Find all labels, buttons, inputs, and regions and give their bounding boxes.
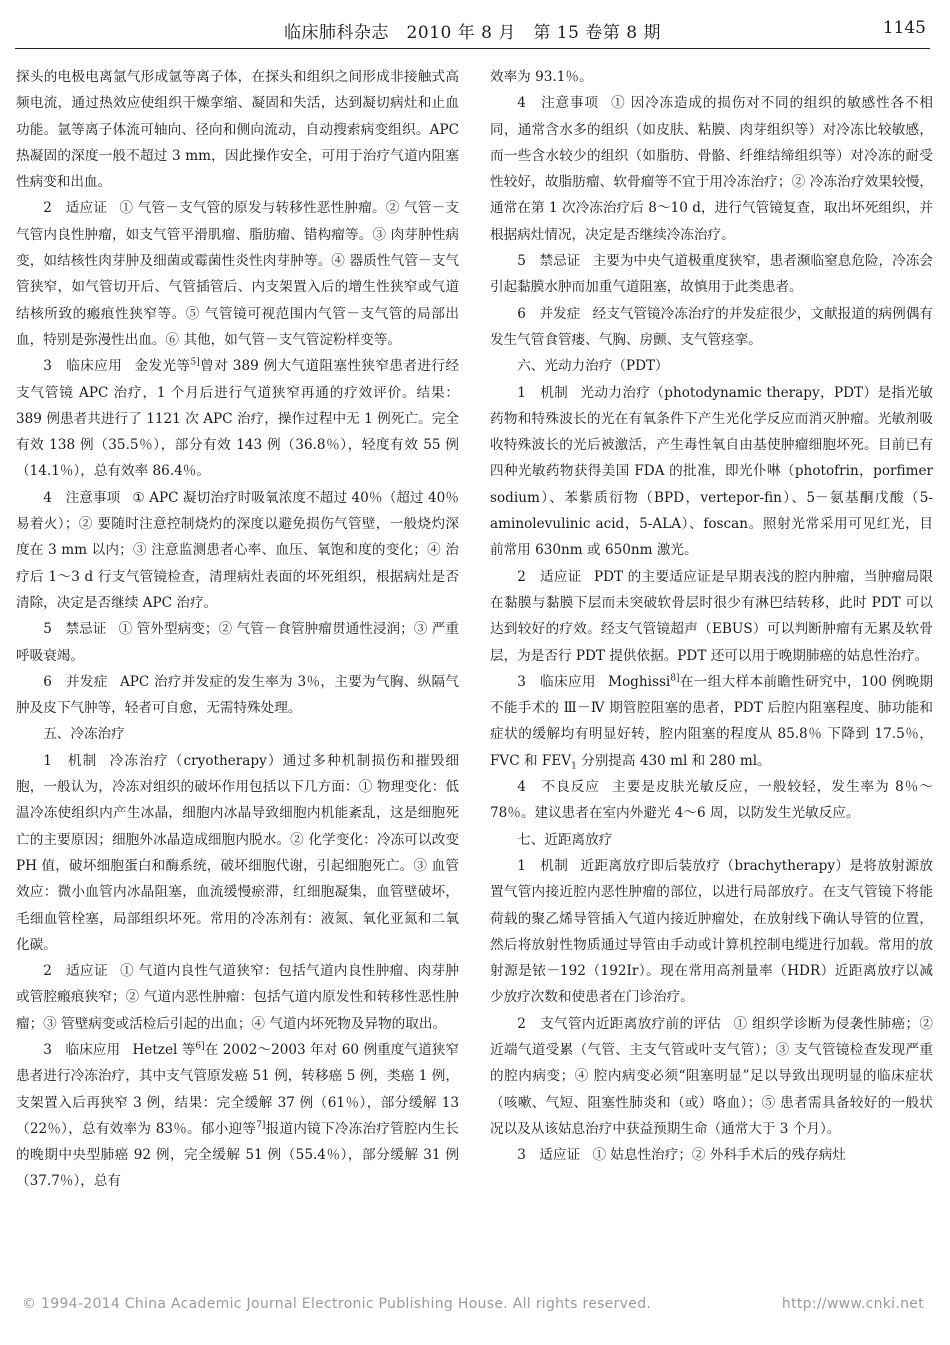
paragraph: 4 注意事项 ① 因冷冻造成的损伤对不同的组织的敏感性各不相同，通常含水多的组织（如皮肤、粘膜、肉芽组织等）对冷冻比较敏感，而一些含水较少的组织（如脂肪、骨骼、纤维结缔组织等）对冷冻的耐受性较好，故脂肪瘤、软骨瘤等不宜于用冷冻治疗；② 冷冻治疗效果较慢，通常在第 1 次冷冻治疗后 8～10 d，进行气管镜复查，取出坏死组织，并根据病灶情况，决定是否继续冷冻治疗。 (490, 95, 933, 243)
paragraph: 6 并发症 经支气管镜冷冻治疗的并发症很少，文献报道的病例偶有发生气管食管瘘、气胸、房颤、支气管痉挛。 (490, 305, 934, 348)
subsection-label: 2 适应证 (43, 200, 108, 217)
citation-ref: 6] (195, 1041, 205, 1052)
subsection-label: 3 临床应用 (517, 673, 596, 690)
paragraph: 3 临床应用 Moghissi$^{8]}$在一组大样本前瞻性研究中，100 例晚期不能手术的 Ⅲ－Ⅳ 期管腔阻塞的患者，PDT 后腔内阻塞程度、肺功能和症状的缓解均有明显好转，腔内阻塞的程度从 85.8％ 下降到 17.5％，FVC 和 $FEV_1$ 分别提高 430 ml 和 280 ml。 (490, 673, 933, 772)
subsection-label: 3 临床应用 (43, 1041, 121, 1058)
journal-title: 临床肺科杂志 2010 年 8 月 第 15 卷第 8 期 (284, 23, 661, 43)
subsection-label: 1 机制 (43, 752, 98, 769)
paragraph: 4 注意事项 ① APC 凝切治疗时吸氧浓度不超过 40％（超过 40％ 易着火）；② 要随时注意控制烧灼的深度以避免损伤气管壁，一般烧灼深度在 3 mm 以内；③ 注意监测患者心率、血压、氧饱和度的变化；④ 治疗后 1～3 d 行支气管镜检查，清理病灶表面的坏死组织，根据病灶是否清除，决定是否继续 APC 治疗。 (16, 489, 459, 611)
citation-ref: 7] (256, 1120, 266, 1131)
subsection-label: 3 临床应用 (43, 358, 123, 375)
subsection-label: 5 禁忌证 (517, 253, 581, 270)
citation-ref: 8] (670, 673, 680, 684)
paragraph: 2 适应证 PDT 的主要适应证是早期表浅的腔内肿瘤，当肿瘤局限在黏膜与黏膜下层而未突破软骨层时很少有淋巴结转移，此时 PDT 可以达到较好的疗效。经支气管镜超声（EBUS）可以判断肿瘤有无累及软骨层，为是否行 PDT 提供依据。PDT 还可以用于晚期肺癌的姑息性治疗。 (490, 568, 933, 664)
subsection-label: 2 适应证 (43, 963, 108, 980)
paragraph: 4 不良反应 主要是皮肤光敏反应，一般较轻，发生率为 8％～78％。建议患者在室内外避光 4～6 周，以防发生光敏反应。 (490, 779, 933, 822)
copyright-watermark (22, 1296, 932, 1312)
paragraph: 1 机制 光动力治疗（photodynamic therapy，PDT）是指光敏药物和特殊波长的光在有氧条件下产生光化学反应而消灭肿瘤。光敏剂吸收特殊波长的光后被激活，产生毒性氧自由基使肿瘤细胞坏死。目前已有四种光敏药物获得美国 FDA 的批准，即光仆啉（photofrin，porfimer sodium）、苯紫质衍物（BPD，vertepor-fin）、5－氨基酮戊酸（5-aminolevulinic acid，5-ALA）、foscan。照射光常采用可见红光，目前常用 630nm 或 650nm 激光。 (490, 384, 933, 559)
copyright-text: © 1994-2014 China Academic Journal Electronic Publishing House. All rights reserved. (22, 1296, 652, 1312)
subsection-label: 5 禁忌证 (43, 621, 107, 638)
section-heading: 七、近距离放疗 (517, 831, 613, 848)
paragraph: 3 适应证 ① 姑息性治疗；② 外科手术后的残存病灶 (517, 1147, 846, 1164)
page-number: 1145 (882, 18, 926, 38)
subsection-label: 2 支气管内近距离放疗前的评估 (517, 1015, 722, 1032)
paragraph: 6 并发症 APC 治疗并发症的发生率为 3％，主要为气胸、纵隔气肿及皮下气肿等，轻者可自愈，无需特殊处理。 (16, 673, 459, 717)
subsection-label: 6 并发症 (517, 305, 581, 322)
subsection-label: 4 不良反应 (517, 779, 600, 796)
left-column (16, 64, 459, 1195)
paragraph: 效率为 93.1％。 (490, 69, 593, 85)
section-heading: 五、冷冻治疗 (43, 726, 125, 743)
subsection-label: 2 适应证 (517, 568, 582, 585)
paragraph: 1 机制 近距离放疗即后装放疗（brachytherapy）是将放射源放置气管内接近腔内恶性肿瘤的部位，以进行局部放疗。在支气管镜下将能荷载的聚乙烯导管插入气道内接近肿瘤处，在放射线下确认导管的位置，然后将放射性物质通过导管由手动或计算机控制电缆进行加载。常用的放射源是铱－192（192Ir）。现在常用高剂量率（HDR）近距离放疗以减少放疗次数和使患者在门诊治疗。 (490, 857, 933, 1006)
paragraph: 探头的电极电离氩气形成氩等离子体，在探头和组织之间形成非接触式高频电流，通过热效应使组织干燥挛缩、凝固和失活，达到凝切病灶和止血功能。氩等离子体流可轴向、径向和侧向流动，自动搜索病变组织。APC 热凝固的深度一般不超过 3 mm，因此操作安全，可用于治疗气道内阻塞性病变和出血。 (16, 69, 459, 191)
paragraph: 2 适应证 ① 气道内良性气道狭窄：包括气道内良性肿瘤、肉芽肿或管腔瘢痕狭窄；② 气道内恶性肿瘤：包括气道内原发性和转移性恶性肿瘤；③ 管壁病变或活检后引起的出血；④ 气道内坏死物及异物的取出。 (16, 963, 459, 1032)
subsection-label: 1 机制 (517, 384, 569, 401)
citation-ref: 5] (190, 357, 200, 368)
section-heading: 六、光动力治疗（PDT） (517, 358, 669, 375)
paragraph: 1 机制 冷冻治疗（cryotherapy）通过多种机制损伤和摧毁细胞，一般认为，冷冻对组织的破坏作用包括以下几方面：① 物理变化：低温冷冻使组织内产生冰晶，细胞内冰晶导致细胞内机能紊乱，这是细胞死亡的主要原因；细胞外冰晶造成细胞内脱水。② 化学变化：冷冻可以改变 PH 值，破坏细胞蛋白和酶系统，破坏细胞代谢，引起细胞死亡。③ 血管效应：微小血管内冰晶阻塞，血流缓慢瘀滞，红细胞凝集，血管壁破坏，毛细血管栓塞，局部组织坏死。常用的冷冻剂有：液氮、氧化亚氮和二氧化碳。 (16, 752, 459, 953)
subsection-label: 6 并发症 (43, 673, 108, 690)
subsection-label: 4 注意事项 (517, 95, 599, 112)
paragraph: 5 禁忌证 主要为中央气道极重度狭窄，患者濒临窒息危险，冷冻会引起黏膜水肿而加重气道阻塞，故慎用于此类患者。 (490, 253, 934, 296)
paragraph: 3 临床应用 Hetzel 等$^{6]}$在 2002～2003 年对 60 例重度气道狭窄患者进行冷冻治疗，其中支气管原发癌 51 例，转移癌 5 例，类癌 1 例，支架置入后再狭窄 3 例，结果：完全缓解 37 例（61％），部分缓解 13（22％），总有效率为 83％。郁小迎等$^{7]}$报道内镜下冷冻治疗管腔内生长的晚期中央型肺癌 92 例，完全缓解 51 例（55.4％），部分缓解 31 例（37.7％），总有 (16, 1041, 459, 1190)
running-header (15, 14, 930, 49)
paragraph: 2 支气管内近距离放疗前的评估 ① 组织学诊断为侵袭性肺癌；② 近端气道受累（气管、主支气管或叶支气管）；③ 支气管镜检查发现严重的腔内病变；④ 腔内病变必须“阻塞明显”足以导致出现明显的临床症状（咳嗽、气短、阻塞性肺炎和（或）咯血）；⑤ 患者需具备较好的一般状况以及从该姑息治疗中获益预期生命（通常大于 3 个月）。 (490, 1015, 933, 1137)
right-column (490, 64, 933, 1168)
publisher-url: http://www.cnki.net (781, 1296, 924, 1312)
subsection-label: 1 机制 (517, 857, 569, 874)
subsection-label: 4 注意事项 (43, 489, 121, 506)
subsection-label: 3 适应证 (517, 1147, 581, 1164)
subscript: 1 (571, 761, 577, 772)
paragraph: 3 临床应用 金发光等$^{5]}$曾对 389 例大气道阻塞性狭窄患者进行经支气管镜 APC 治疗，1 个月后进行气道狭窄再通的疗效评价。结果：389 例患者共进行了 1121 次 APC 治疗，操作过程中无 1 例死亡。完全有效 138 例（35.5％），部分有效 143 例（36.8％），轻度有效 55 例（14.1％），总有效率 86.4％。 (16, 357, 459, 480)
paragraph: 2 适应证 ① 气管－支气管的原发与转移性恶性肿瘤。② 气管－支气管内良性肿瘤，如支气管平滑肌瘤、脂肪瘤、错构瘤等。③ 肉芽肿性病变，如结核性肉芽肿及细菌或霉菌性炎性肉芽肿等。④ 器质性气管－支气管狭窄，如气管切开后、气管插管后、内支架置入后的增生性狭窄或气道结核所致的瘢痕性狭窄等。⑤ 气管镜可视范围内气管－支气管的局部出血，特别是弥漫性出血。⑥ 其他，如气管－支气管淀粉样变等。 (16, 200, 459, 348)
paragraph: 5 禁忌证 ① 管外型病变；② 气管－食管肿瘤贯通性浸润；③ 严重呼吸衰竭。 (16, 621, 459, 664)
